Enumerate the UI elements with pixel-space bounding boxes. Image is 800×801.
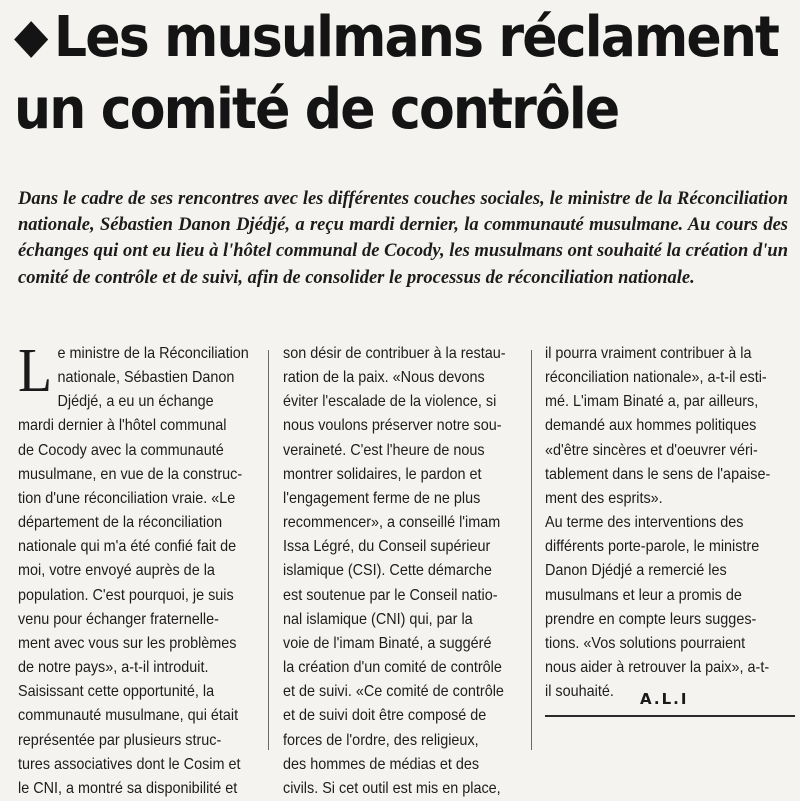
text-line: venu pour échanger fraternelle- [18, 610, 219, 628]
text-line: la création d'un comité de contrôle [283, 659, 502, 677]
headline-line-1 [14, 0, 779, 74]
text-line: l'engagement ferme de ne plus [283, 489, 481, 507]
text-line: demandé aux hommes politiques [545, 417, 757, 435]
article-column-1 [18, 337, 249, 801]
column-rule [531, 350, 532, 750]
text-line: nal islamique (CNI) qui, par la [283, 610, 473, 628]
text-line: tions. «Vos solutions pourraient [545, 634, 746, 652]
text-line: son désir de contribuer à la restau- [283, 345, 506, 362]
text-line: prendre en compte leurs sugges- [545, 610, 757, 628]
text-line: nationale qui m'a été confié fait de [18, 538, 237, 556]
text-line: tion d'une réconciliation vraie. «Le [18, 489, 236, 507]
text-line: et de suivi. «Ce comité de contrôle [283, 683, 504, 701]
article-column-2 [283, 342, 506, 801]
text-line: Saisissant cette opportunité, la [18, 683, 215, 701]
article-column-3 [545, 342, 770, 704]
text-line: islamique (CSI). Cette démarche [283, 562, 492, 580]
author-signature: A.L.I [640, 690, 689, 708]
text-line: des hommes de médias et des [283, 755, 480, 773]
text-line: Au terme des interventions des [545, 514, 744, 532]
text-line: et de suivi doit être composé de [283, 707, 487, 725]
text-line: éviter l'escalade de la violence, si [283, 393, 497, 411]
text-line: représentée par plusieurs struc- [18, 731, 222, 749]
text-line: département de la réconciliation [18, 514, 223, 532]
text-line: forces de l'ordre, des religieux, [283, 731, 479, 749]
text-line: mardi dernier à l'hôtel communal [18, 417, 227, 435]
text-line: ration de la paix. «Nous devons [283, 369, 485, 387]
text-line: population. C'est pourquoi, je suis [18, 586, 234, 604]
text-line: mé. L'imam Binaté a, par ailleurs, [545, 393, 759, 411]
text-line: Issa Légré, du Conseil supérieur [283, 538, 491, 556]
text-line: nationale, Sébastien Danon [57, 369, 235, 387]
drop-cap: L [18, 337, 53, 405]
text-line: «d'être sincères et d'oeuvrer véri- [545, 441, 758, 459]
text-line: nous voulons préserver notre sou- [283, 417, 502, 435]
diamond-bullet-icon: ◆ [14, 8, 47, 64]
text-line: tablement dans le sens de l'apaise- [545, 465, 771, 483]
text-line: il souhaité. [545, 683, 614, 701]
text-line: musulmane, en vue de la construc- [18, 465, 243, 483]
text-line: montrer solidaires, le pardon et [283, 465, 482, 483]
text-line: civils. Si cet outil est mis en place, [283, 779, 501, 797]
text-line: communauté musulmane, qui était [18, 707, 239, 725]
headline-line-2: un comité de contrôle [14, 77, 619, 142]
text-line: différents porte-parole, le ministre [545, 538, 760, 556]
text-line: il pourra vraiment contribuer à la [545, 345, 752, 362]
text-line: Danon Djédjé a remercié les [545, 562, 727, 580]
text-line: veraineté. C'est l'heure de nous [283, 441, 485, 459]
text-line: réconciliation nationale», a-t-il esti- [545, 369, 767, 387]
text-line: le CNI, a montré sa disponibilité et [18, 779, 238, 797]
text-line: recommencer», a conseillé l'imam [283, 514, 501, 532]
text-line: moi, votre envoyé auprès de la [18, 562, 215, 580]
text-line: musulmans et leur a promis de [545, 586, 742, 604]
text-line: de notre pays», a-t-il introduit. [18, 659, 209, 677]
column-rule [268, 350, 269, 750]
text-line: Djédjé, a eu un échange [57, 393, 214, 411]
text-line: est soutenue par le Conseil natio- [283, 586, 498, 604]
text-line: ment des esprits». [545, 489, 663, 507]
text-line: voie de l'imam Binaté, a suggéré [283, 634, 492, 652]
article-headline [14, 0, 779, 146]
text-line: ment avec vous sur les problèmes [18, 634, 237, 652]
signature-rule [545, 715, 795, 717]
text-line: e ministre de la Réconciliation [57, 345, 249, 362]
text-line: tures associatives dont le Cosim et [18, 755, 241, 773]
headline-text-1: Les musulmans réclament [53, 5, 779, 70]
article-lead: Dans le cadre de ses rencontres avec les différentes couches sociales, le ministre de la Réconciliation nationale, Sébastien Danon Djédjé, a reçu mardi dernier, la communauté musulmane. Au cours des échanges qui ont eu lieu à l'hôtel communal de Cocody, les musulmans ont souhaité la création d'un comité de contrôle et de suivi, afin de consolider le processus de réconciliation nationale. [18, 189, 788, 288]
text-line: nous aider à retrouver la paix», a-t- [545, 659, 770, 677]
text-line: de Cocody avec la communauté [18, 441, 224, 459]
